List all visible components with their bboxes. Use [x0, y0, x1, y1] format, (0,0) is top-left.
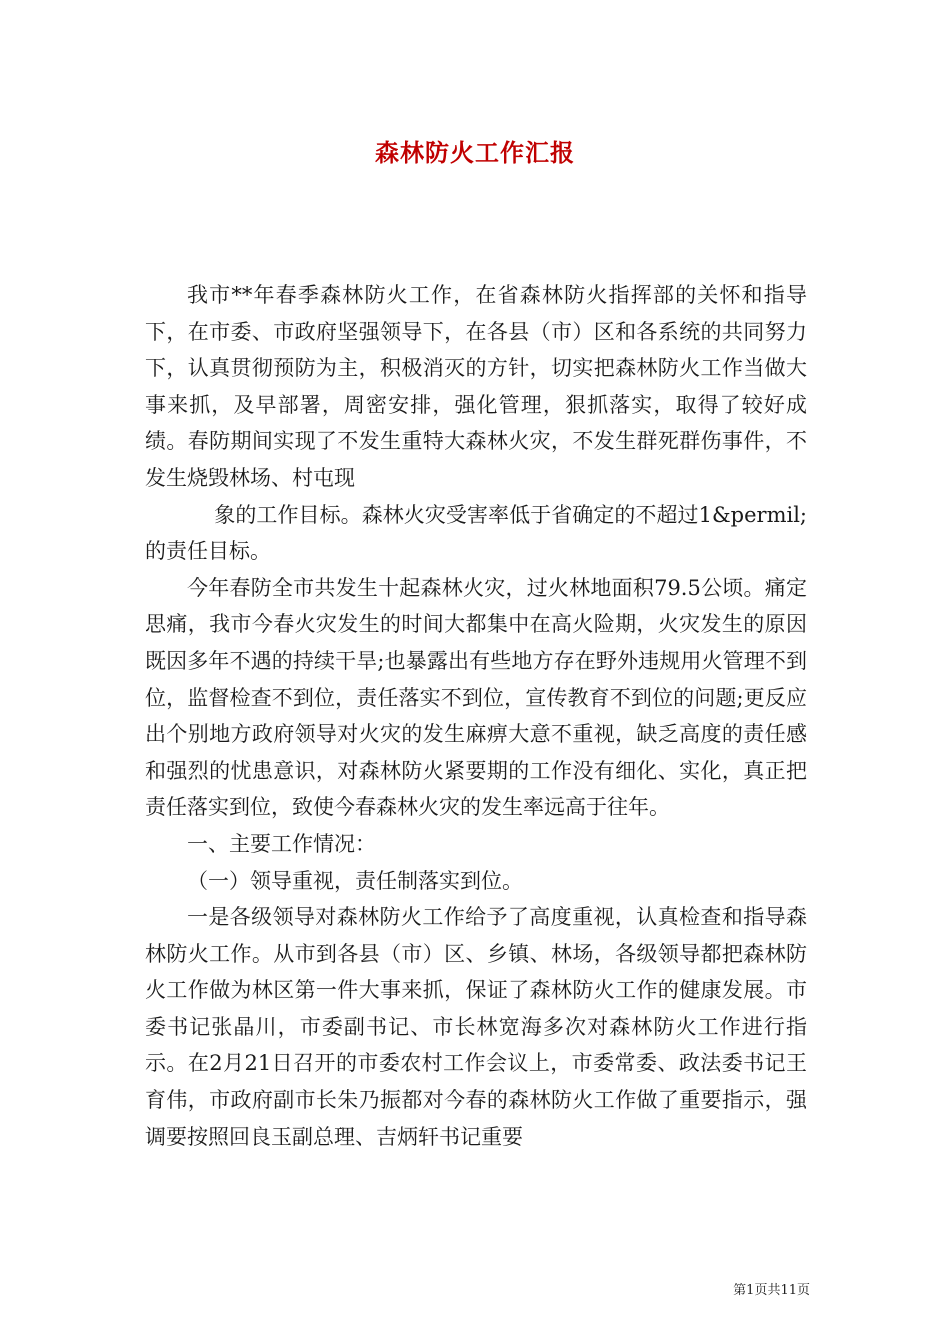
paragraph-leadership: 一是各级领导对森林防火工作给予了高度重视，认真检查和指导森林防火工作。从市到各县（市）区、乡镇、林场，各级领导都把森林防火工作做为林区第一件大事来抓，保证了森林防火工作的健康发展。市委书记张晶川，市委副书记、市长林宽海多次对森林防火工作进行指示。在2月21日召开的市委农村工作会议上，市委常委、政法委书记王育伟，市政府副市长朱乃振都对今春的森林防火工作做了重要指示，强调要按照回良玉副总理、吉炳轩书记重要: [145, 905, 807, 1149]
paragraph-target: 象的工作目标。森林火灾受害率低于省确定的不超过1&permil;的责任目标。: [145, 502, 807, 564]
subsection-heading-leadership: （一）领导重视，责任制落实到位。: [187, 868, 523, 893]
section-heading-main-work: 一、主要工作情况：: [187, 831, 376, 856]
paragraph-fire-stats: 今年春防全市共发生十起森林火灾，过火林地面积79.5公顷。痛定思痛，我市今春火灾发生的时间大都集中在高火险期，火灾发生的原因既因多年不遇的持续干旱;也暴露出有些地方存在野外违规用火管理不到位，监督检查不到位，责任落实不到位，宣传教育不到位的问题;更反应出个别地方政府领导对火灾的发生麻痹大意不重视，缺乏高度的责任感和强烈的忧患意识，对森林防火紧要期的工作没有细化、实化，真正把责任落实到位，致使今春森林火灾的发生率远高于往年。: [145, 575, 807, 820]
document-body: [145, 277, 807, 1155]
page-number: 第1页共11页: [733, 1283, 810, 1298]
document-title: 森林防火工作汇报: [375, 138, 575, 167]
paragraph-intro: 我市**年春季森林防火工作，在省森林防火指挥部的关怀和指导下，在市委、市政府坚强领导下，在各县（市）区和各系统的共同努力下，认真贯彻预防为主，积极消灭的方针，切实把森林防火工作当做大事来抓，及早部署，周密安排，强化管理，狠抓落实，取得了较好成绩。春防期间实现了不发生重特大森林火灾，不发生群死群伤事件，不发生烧毁林场、村屯现: [145, 283, 807, 490]
